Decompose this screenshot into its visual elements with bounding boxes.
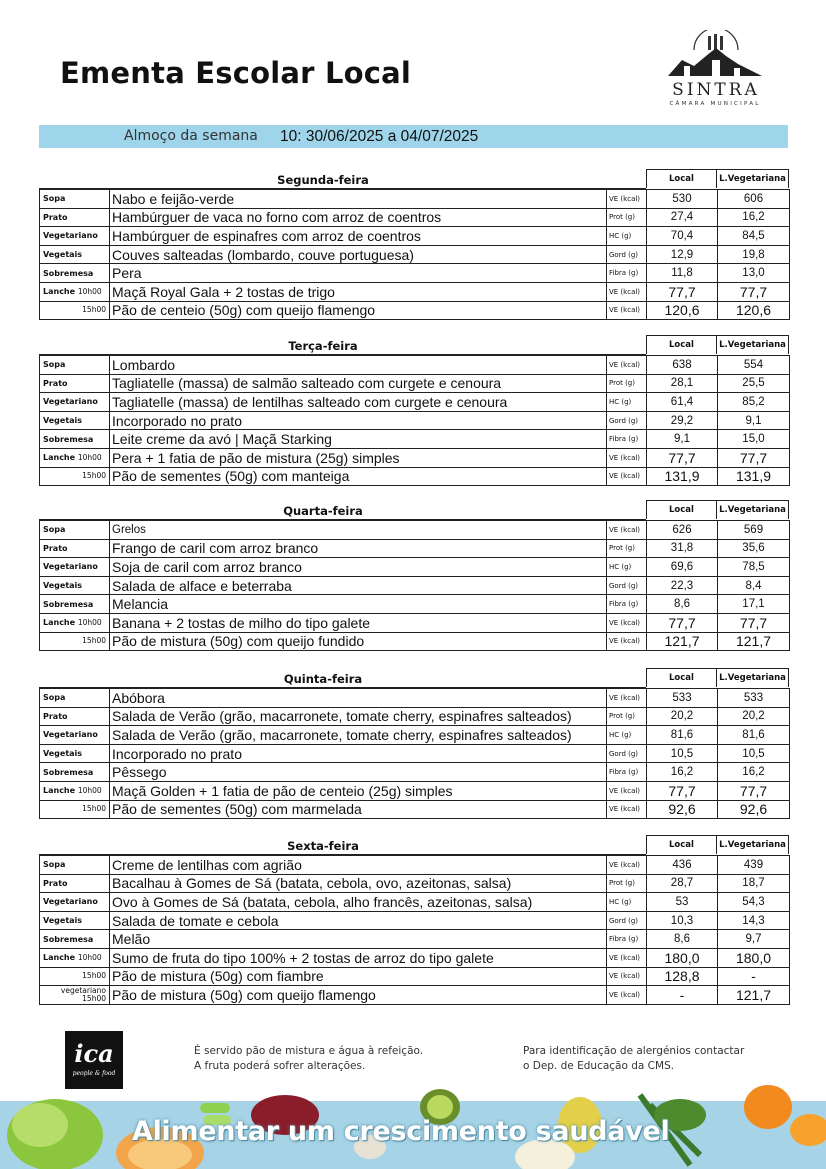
value-local: 28,7: [647, 874, 718, 893]
week-value: 10: 30/06/2025 a 04/07/2025: [280, 128, 479, 145]
meal-label: Sopa: [40, 689, 110, 708]
value-vegetarian: 13,0: [718, 264, 790, 283]
column-header-local: Local: [646, 335, 717, 354]
nutrient-label: VE (kcal): [607, 356, 647, 375]
value-local: 121,7: [647, 632, 718, 651]
dish-name: Grelos: [110, 521, 607, 540]
table-row: [40, 781, 790, 800]
table-row: [40, 874, 790, 893]
day-name: Segunda-feira: [277, 173, 369, 187]
week-bar: [39, 125, 788, 148]
value-local: 77,7: [647, 613, 718, 632]
table-row: [40, 576, 790, 595]
brand-name: ica: [74, 1039, 114, 1068]
dish-name: Creme de lentilhas com agrião: [110, 856, 607, 875]
meal-label: Vegetais: [40, 411, 110, 430]
nutrient-label: Prot (g): [607, 874, 647, 893]
sintra-logo: [664, 30, 766, 114]
value-local: 180,0: [647, 948, 718, 967]
dish-name: Maçã Golden + 1 fatia de pão de centeio (25g) simples: [110, 781, 607, 800]
dish-name: Salada de alface e beterraba: [110, 576, 607, 595]
value-local: 61,4: [647, 393, 718, 412]
dish-name: Bacalhau à Gomes de Sá (batata, cebola, ovo, azeitonas, salsa): [110, 874, 607, 893]
nutrient-label: Prot (g): [607, 539, 647, 558]
nutrient-label: Fibra (g): [607, 430, 647, 449]
value-local: 530: [647, 190, 718, 209]
value-vegetarian: 19,8: [718, 245, 790, 264]
logo-subtitle: CÂMARA MUNICIPAL: [669, 101, 761, 107]
value-vegetarian: 77,7: [718, 613, 790, 632]
nutrient-label: VE (kcal): [607, 613, 647, 632]
table-row: [40, 467, 790, 486]
nutrient-label: VE (kcal): [607, 689, 647, 708]
page-title: Ementa Escolar Local: [60, 56, 412, 90]
dish-name: Hambúrguer de espinafres com arroz de coentros: [110, 227, 607, 246]
nutrient-label: Fibra (g): [607, 264, 647, 283]
table-row: [40, 282, 790, 301]
dish-name: Melancia: [110, 595, 607, 614]
footer-note-right: [523, 1044, 744, 1074]
meal-label: Sobremesa: [40, 264, 110, 283]
footer-note-line: É servido pão de mistura e água à refeição.: [194, 1045, 424, 1057]
meal-time: 15h00: [82, 471, 106, 481]
meal-label: [40, 986, 110, 1005]
ica-logo: [65, 1031, 123, 1089]
dish-name: Pão de mistura (50g) com queijo fundido: [110, 632, 607, 651]
table-row: [40, 595, 790, 614]
value-local: 436: [647, 856, 718, 875]
meal-label: [40, 800, 110, 819]
palace-icon: [664, 30, 766, 80]
dish-name: Maçã Royal Gala + 2 tostas de trigo: [110, 282, 607, 301]
table-row: [40, 689, 790, 708]
meal-label: Sopa: [40, 856, 110, 875]
value-local: 533: [647, 689, 718, 708]
meal-time: 15h00: [82, 993, 106, 1003]
meal-label: Prato: [40, 374, 110, 393]
column-header-local: Local: [646, 835, 717, 854]
day-section: [39, 335, 789, 486]
value-vegetarian: 14,3: [718, 911, 790, 930]
meal-label-text: vegetariano: [60, 985, 106, 995]
meal-time: 10h00: [77, 618, 102, 628]
footer-note-line: Para identificação de alergénios contactar: [523, 1045, 745, 1057]
menu-table: [39, 189, 790, 320]
nutrient-label: VE (kcal): [607, 856, 647, 875]
value-vegetarian: 533: [718, 689, 790, 708]
value-vegetarian: 16,2: [718, 208, 790, 227]
table-row: [40, 763, 790, 782]
table-row: [40, 539, 790, 558]
nutrient-label: Gord (g): [607, 245, 647, 264]
meal-label: [40, 781, 110, 800]
meal-label: Prato: [40, 874, 110, 893]
meal-label: Vegetariano: [40, 393, 110, 412]
meal-label-text: Lanche: [43, 453, 76, 463]
column-header-local: Local: [646, 668, 717, 687]
column-header-local: Local: [646, 169, 717, 188]
value-local: 128,8: [647, 967, 718, 986]
value-local: 28,1: [647, 374, 718, 393]
value-local: 9,1: [647, 430, 718, 449]
meal-label: Prato: [40, 539, 110, 558]
column-header-local: Local: [646, 500, 717, 519]
dish-name: Melão: [110, 930, 607, 949]
meal-label: [40, 948, 110, 967]
meal-label: Vegetais: [40, 911, 110, 930]
table-row: [40, 521, 790, 540]
meal-label: Sopa: [40, 356, 110, 375]
value-vegetarian: 15,0: [718, 430, 790, 449]
nutrient-label: Prot (g): [607, 707, 647, 726]
value-vegetarian: 84,5: [718, 227, 790, 246]
meal-label-text: Lanche: [43, 287, 76, 297]
meal-label: [40, 282, 110, 301]
meal-label: [40, 467, 110, 486]
value-vegetarian: 54,3: [718, 893, 790, 912]
table-row: [40, 800, 790, 819]
day-section: [39, 169, 789, 320]
column-header-vegetarian: L.Vegetariana: [716, 169, 789, 188]
table-row: [40, 448, 790, 467]
value-local: 131,9: [647, 467, 718, 486]
value-vegetarian: 18,7: [718, 874, 790, 893]
day-header: [39, 500, 789, 520]
footer-note-line: A fruta poderá sofrer alterações.: [194, 1060, 366, 1072]
dish-name: Pão de centeio (50g) com queijo flamengo: [110, 301, 607, 320]
value-local: 92,6: [647, 800, 718, 819]
meal-time: 10h00: [77, 287, 102, 297]
dish-name: Frango de caril com arroz branco: [110, 539, 607, 558]
meal-label: Vegetais: [40, 245, 110, 264]
nutrient-label: HC (g): [607, 558, 647, 577]
nutrient-label: VE (kcal): [607, 781, 647, 800]
dish-name: Pão de mistura (50g) com queijo flamengo: [110, 986, 607, 1005]
day-header: [39, 835, 789, 855]
table-row: [40, 707, 790, 726]
nutrient-label: HC (g): [607, 893, 647, 912]
brand-subtitle: people & food: [72, 1070, 116, 1077]
meal-label: Vegetais: [40, 744, 110, 763]
meal-label: Vegetariano: [40, 558, 110, 577]
dish-name: Salada de tomate e cebola: [110, 911, 607, 930]
value-local: 53: [647, 893, 718, 912]
footer-note-left: [194, 1044, 423, 1074]
nutrient-label: HC (g): [607, 393, 647, 412]
column-header-vegetarian: L.Vegetariana: [716, 835, 789, 854]
meal-label: [40, 632, 110, 651]
table-row: [40, 264, 790, 283]
table-row: [40, 744, 790, 763]
logo-wordmark: SINTRA: [672, 80, 760, 100]
value-vegetarian: 16,2: [718, 763, 790, 782]
menu-table: [39, 688, 790, 819]
nutrient-label: VE (kcal): [607, 948, 647, 967]
value-local: 31,8: [647, 539, 718, 558]
table-row: [40, 411, 790, 430]
value-local: 77,7: [647, 282, 718, 301]
meal-time: 15h00: [82, 636, 106, 646]
meal-label-text: Lanche: [43, 786, 76, 796]
value-vegetarian: 439: [718, 856, 790, 875]
meal-label: Sobremesa: [40, 763, 110, 782]
value-vegetarian: 120,6: [718, 301, 790, 320]
value-vegetarian: 8,4: [718, 576, 790, 595]
dish-name: Incorporado no prato: [110, 411, 607, 430]
value-local: -: [647, 986, 718, 1005]
table-row: [40, 208, 790, 227]
nutrient-label: Fibra (g): [607, 595, 647, 614]
meal-time: 15h00: [82, 804, 106, 814]
meal-label: [40, 613, 110, 632]
dish-name: Pão de mistura (50g) com fiambre: [110, 967, 607, 986]
meal-label: [40, 448, 110, 467]
value-vegetarian: 85,2: [718, 393, 790, 412]
meal-label: Prato: [40, 208, 110, 227]
meal-label: Prato: [40, 707, 110, 726]
value-local: 16,2: [647, 763, 718, 782]
value-local: 8,6: [647, 595, 718, 614]
dish-name: Hambúrguer de vaca no forno com arroz de coentros: [110, 208, 607, 227]
meal-label: Vegetais: [40, 576, 110, 595]
meal-label-text: Lanche: [43, 618, 76, 628]
meal-label-text: Lanche: [43, 953, 76, 963]
dish-name: Leite creme da avó | Maçã Starking: [110, 430, 607, 449]
value-vegetarian: 77,7: [718, 448, 790, 467]
column-header-vegetarian: L.Vegetariana: [716, 335, 789, 354]
value-vegetarian: 35,6: [718, 539, 790, 558]
value-local: 22,3: [647, 576, 718, 595]
table-row: [40, 911, 790, 930]
dish-name: Incorporado no prato: [110, 744, 607, 763]
nutrient-label: VE (kcal): [607, 301, 647, 320]
value-local: 10,3: [647, 911, 718, 930]
table-row: [40, 948, 790, 967]
table-row: [40, 190, 790, 209]
value-local: 20,2: [647, 707, 718, 726]
nutrient-label: VE (kcal): [607, 967, 647, 986]
menu-table: [39, 355, 790, 486]
meal-time: 10h00: [77, 786, 102, 796]
dish-name: Pão de sementes (50g) com marmelada: [110, 800, 607, 819]
value-local: 120,6: [647, 301, 718, 320]
meal-time: 10h00: [77, 453, 102, 463]
meal-label: Sopa: [40, 190, 110, 209]
value-local: 69,6: [647, 558, 718, 577]
dish-name: Nabo e feijão-verde: [110, 190, 607, 209]
meal-label: [40, 967, 110, 986]
nutrient-label: VE (kcal): [607, 190, 647, 209]
value-local: 12,9: [647, 245, 718, 264]
meal-label: Sobremesa: [40, 595, 110, 614]
day-name: Terça-feira: [288, 339, 358, 353]
nutrient-label: Prot (g): [607, 208, 647, 227]
dish-name: Couves salteadas (lombardo, couve portuguesa): [110, 245, 607, 264]
nutrient-label: VE (kcal): [607, 282, 647, 301]
dish-name: Tagliatelle (massa) de lentilhas salteado com curgete e cenoura: [110, 393, 607, 412]
nutrient-label: Prot (g): [607, 374, 647, 393]
value-local: 10,5: [647, 744, 718, 763]
dish-name: Sumo de fruta do tipo 100% + 2 tostas de arroz do tipo galete: [110, 948, 607, 967]
table-row: [40, 227, 790, 246]
value-local: 8,6: [647, 930, 718, 949]
column-header-vegetarian: L.Vegetariana: [716, 668, 789, 687]
dish-name: Soja de caril com arroz branco: [110, 558, 607, 577]
nutrient-label: HC (g): [607, 227, 647, 246]
meal-label: Sobremesa: [40, 430, 110, 449]
value-local: 27,4: [647, 208, 718, 227]
day-name: Quinta-feira: [283, 672, 363, 686]
day-header: [39, 668, 789, 688]
dish-name: Lombardo: [110, 356, 607, 375]
table-row: [40, 558, 790, 577]
nutrient-label: Gord (g): [607, 576, 647, 595]
value-vegetarian: 77,7: [718, 282, 790, 301]
value-vegetarian: 554: [718, 356, 790, 375]
nutrient-label: VE (kcal): [607, 986, 647, 1005]
value-local: 77,7: [647, 781, 718, 800]
value-local: 11,8: [647, 264, 718, 283]
table-row: [40, 374, 790, 393]
meal-label: Vegetariano: [40, 227, 110, 246]
dish-name: Salada de Verão (grão, macarronete, tomate cherry, espinafres salteados): [110, 707, 607, 726]
table-row: [40, 893, 790, 912]
table-row: [40, 301, 790, 320]
slogan: Alimentar um crescimento saudável: [132, 1116, 670, 1147]
value-vegetarian: 121,7: [718, 986, 790, 1005]
menu-table: [39, 855, 790, 1005]
table-row: [40, 393, 790, 412]
dish-name: Tagliatelle (massa) de salmão salteado com curgete e cenoura: [110, 374, 607, 393]
dish-name: Pera: [110, 264, 607, 283]
value-vegetarian: 569: [718, 521, 790, 540]
meal-label: Vegetariano: [40, 726, 110, 745]
day-name: Quarta-feira: [283, 504, 363, 518]
meal-label: Sobremesa: [40, 930, 110, 949]
nutrient-label: Gord (g): [607, 911, 647, 930]
table-row: [40, 430, 790, 449]
value-local: 626: [647, 521, 718, 540]
value-vegetarian: 78,5: [718, 558, 790, 577]
dish-name: Salada de Verão (grão, macarronete, tomate cherry, espinafres salteados): [110, 726, 607, 745]
table-row: [40, 356, 790, 375]
dish-name: Banana + 2 tostas de milho do tipo galete: [110, 613, 607, 632]
value-vegetarian: 121,7: [718, 632, 790, 651]
meal-time: 10h00: [77, 953, 102, 963]
value-vegetarian: 180,0: [718, 948, 790, 967]
table-row: [40, 967, 790, 986]
meal-label: Sopa: [40, 521, 110, 540]
nutrient-label: Gord (g): [607, 744, 647, 763]
nutrient-label: HC (g): [607, 726, 647, 745]
nutrient-label: VE (kcal): [607, 800, 647, 819]
meal-label: [40, 301, 110, 320]
value-vegetarian: 92,6: [718, 800, 790, 819]
day-section: [39, 835, 789, 1005]
table-row: [40, 632, 790, 651]
dish-name: Ovo à Gomes de Sá (batata, cebola, alho francês, azeitonas, salsa): [110, 893, 607, 912]
value-vegetarian: 9,7: [718, 930, 790, 949]
value-vegetarian: 131,9: [718, 467, 790, 486]
table-row: [40, 856, 790, 875]
nutrient-label: VE (kcal): [607, 521, 647, 540]
day-section: [39, 668, 789, 819]
day-header: [39, 169, 789, 189]
table-row: [40, 726, 790, 745]
value-vegetarian: 20,2: [718, 707, 790, 726]
value-vegetarian: -: [718, 967, 790, 986]
nutrient-label: Fibra (g): [607, 930, 647, 949]
meal-label: Vegetariano: [40, 893, 110, 912]
dish-name: Pêssego: [110, 763, 607, 782]
value-local: 70,4: [647, 227, 718, 246]
value-vegetarian: 81,6: [718, 726, 790, 745]
day-section: [39, 500, 789, 651]
meal-time: 15h00: [82, 971, 106, 981]
column-header-vegetarian: L.Vegetariana: [716, 500, 789, 519]
value-local: 81,6: [647, 726, 718, 745]
nutrient-label: VE (kcal): [607, 467, 647, 486]
value-vegetarian: 10,5: [718, 744, 790, 763]
day-header: [39, 335, 789, 355]
nutrient-label: VE (kcal): [607, 448, 647, 467]
menu-table: [39, 520, 790, 651]
meal-time: 15h00: [82, 305, 106, 315]
value-local: 638: [647, 356, 718, 375]
value-local: 29,2: [647, 411, 718, 430]
value-vegetarian: 606: [718, 190, 790, 209]
value-vegetarian: 25,5: [718, 374, 790, 393]
value-local: 77,7: [647, 448, 718, 467]
week-label: Almoço da semana: [124, 128, 258, 144]
nutrient-label: VE (kcal): [607, 632, 647, 651]
dish-name: Pera + 1 fatia de pão de mistura (25g) simples: [110, 448, 607, 467]
dish-name: Pão de sementes (50g) com manteiga: [110, 467, 607, 486]
table-row: [40, 245, 790, 264]
value-vegetarian: 77,7: [718, 781, 790, 800]
table-row: [40, 986, 790, 1005]
table-row: [40, 930, 790, 949]
table-row: [40, 613, 790, 632]
footer-note-line: o Dep. de Educação da CMS.: [523, 1060, 675, 1072]
value-vegetarian: 17,1: [718, 595, 790, 614]
dish-name: Abóbora: [110, 689, 607, 708]
value-vegetarian: 9,1: [718, 411, 790, 430]
day-name: Sexta-feira: [287, 839, 359, 853]
nutrient-label: Gord (g): [607, 411, 647, 430]
nutrient-label: Fibra (g): [607, 763, 647, 782]
